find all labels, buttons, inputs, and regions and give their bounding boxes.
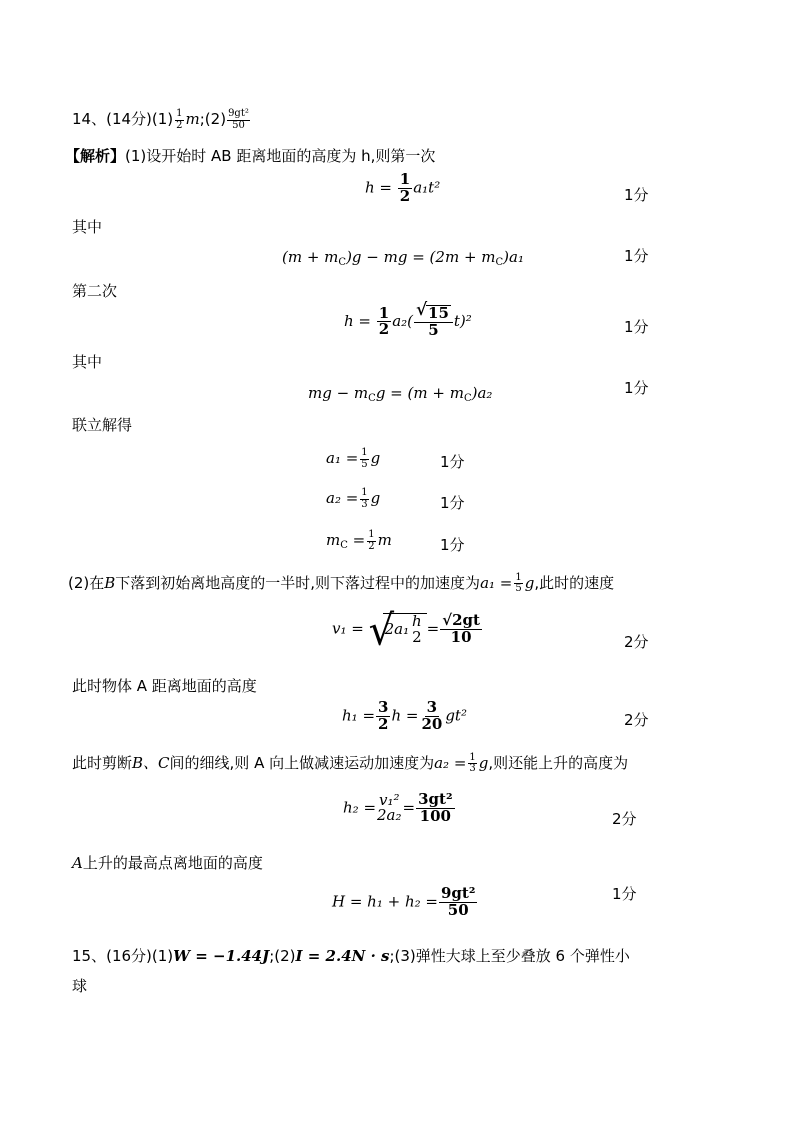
q14-header [72, 108, 251, 131]
result-mc: $m_C$ = $\frac{1}{2}$ m [326, 529, 392, 552]
eq6-score: 2分 [624, 711, 649, 729]
eq2-score: 1分 [624, 247, 649, 265]
eq3-score: 1分 [624, 318, 649, 336]
label-highest: A上升的最高点离地面的高度 [72, 854, 263, 872]
q14-answer-sep: ;(2) [199, 110, 227, 128]
analysis-intro [65, 145, 435, 166]
label-qizhong-2: 其中 [72, 353, 103, 371]
eq1-fraction: $\frac{1}{2}$ [399, 170, 411, 205]
label-qizhong-1: 其中 [72, 218, 103, 236]
cut-line: 此时剪断B、C间的细线,则 A 向上做减速运动加速度为a₂ = $\frac{1}{3}$ g,则还能上升的高度为 [72, 751, 629, 774]
q15-line-2: 球 [72, 977, 88, 995]
q15-line-1: 15、(16分)(1)W = −1.44J;(2)I = 2.4N · s;(3)弹性大球上至少叠放 6 个弹性小 [72, 947, 630, 965]
result-a2-score: 1分 [440, 494, 465, 512]
q14-header-text: 14、(14分)(1) [72, 110, 174, 128]
sqrt-symbol: √ 15 [416, 305, 451, 322]
equation-6: h₁ = $\frac{3}{2}$ h = $\frac{3}{20}$ gt² [342, 698, 467, 733]
equation-8: H = h₁ + h₂ = $\frac{\text{9gt²}}{50}$ [332, 884, 476, 919]
equation-7: h₂ = v₁² 2a₂ = $\frac{\text{3gt²}}{100}$ [343, 790, 453, 825]
q14-answer2-fraction: $\frac{\text{9gt²}}{50}$ [228, 108, 249, 131]
equation-2: $(m + m_C)g$ − mg = $(2m + m_C)a_1$ [282, 248, 524, 268]
equation-5: v₁ = √ 2a₁ h 2 = $\frac{√2gt}{10}$ [332, 613, 483, 646]
result-a2: a₂ = $\frac{1}{3}$ g [326, 487, 381, 510]
equation-3: h = $\frac{1}{2}$ a₂( √ $\frac{15}{5}$ t)² [344, 305, 472, 339]
analysis-text: (1)设开始时 AB 距离地面的高度为 h,则第一次 [125, 147, 436, 165]
equation-4: mg − $m_Cg = (m + m_C)a_2$ [308, 384, 493, 404]
eq8-score: 1分 [612, 885, 637, 903]
eq3-fraction: $\frac{1}{2}$ [378, 303, 390, 339]
result-a1: a₁ = $\frac{1}{5}$ g [326, 447, 381, 470]
label-height-a: 此时物体 A 距离地面的高度 [72, 677, 257, 695]
analysis-label: 【解析】 [65, 147, 126, 165]
part2-line: (2)在B下落到初始离地高度的一半时,则下落过程中的加速度为a₁ = $\frac{1}{5}$ g,此时的速度 [68, 571, 615, 594]
eq5-score: 2分 [624, 633, 649, 651]
q14-answer1-fraction: $\frac{1}{2}$ [176, 108, 183, 131]
eq3-sqrt-fraction: √ $\frac{15}{5}$ [414, 305, 453, 339]
label-second: 第二次 [72, 282, 118, 300]
label-solve: 联立解得 [72, 416, 133, 434]
result-mc-score: 1分 [440, 536, 465, 554]
equation-1: h = $\frac{1}{2}$ a₁t² [365, 170, 441, 205]
eq7-score: 2分 [612, 810, 637, 828]
eq1-score: 1分 [624, 186, 649, 204]
eq4-score: 1分 [624, 379, 649, 397]
q14-answer1-var: m [185, 110, 200, 128]
result-a1-score: 1分 [440, 453, 465, 471]
sqrt-symbol-large: √ 2a₁ h 2 [369, 613, 427, 646]
